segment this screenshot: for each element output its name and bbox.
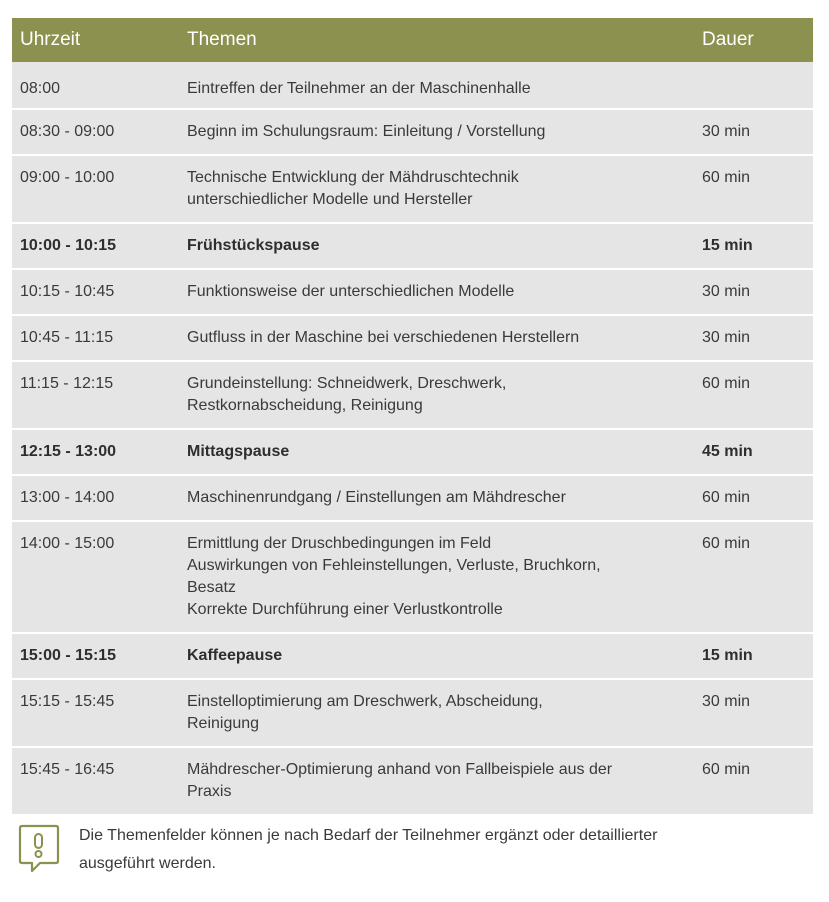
topic-line: Ermittlung der Druschbedingungen im Feld [187, 535, 492, 552]
schedule-row [12, 314, 813, 360]
schedule-row [12, 746, 813, 814]
topic-line: Reinigung [187, 715, 260, 732]
duration-cell: 30 min [694, 108, 813, 154]
topic-line: Technische Entwicklung der Mähdruschtechnik [187, 169, 519, 186]
topic-cell [179, 746, 694, 814]
schedule-row [12, 108, 813, 154]
time-cell: 10:00 - 10:15 [12, 222, 179, 268]
topic-cell [179, 520, 694, 632]
time-cell: 09:00 - 10:00 [12, 154, 179, 222]
topic-line: Eintreffen der Teilnehmer an der Maschinenhalle [187, 80, 531, 97]
duration-cell [694, 62, 813, 108]
schedule-table [12, 18, 813, 814]
topic-cell [179, 428, 694, 474]
topic-line: Grundeinstellung: Schneidwerk, Dreschwerk, [187, 375, 507, 392]
topic-cell [179, 62, 694, 108]
break-row [12, 428, 813, 474]
topic-line: Praxis [187, 783, 232, 800]
time-cell: 12:15 - 13:00 [12, 428, 179, 474]
topic-cell [179, 108, 694, 154]
topic-cell [179, 360, 694, 428]
topic-line: Auswirkungen von Fehleinstellungen, Verluste, Bruchkorn, [187, 557, 601, 574]
break-row [12, 632, 813, 678]
duration-cell: 45 min [694, 428, 813, 474]
duration-cell: 60 min [694, 746, 813, 814]
topic-line: Kaffeepause [187, 647, 283, 664]
topic-cell [179, 678, 694, 746]
topic-line: Funktionsweise der unterschiedlichen Modelle [187, 283, 515, 300]
schedule-body [12, 62, 813, 814]
duration-cell: 30 min [694, 678, 813, 746]
time-cell: 15:15 - 15:45 [12, 678, 179, 746]
topic-cell [179, 154, 694, 222]
topic-line: Frühstückspause [187, 237, 320, 254]
topic-line: Korrekte Durchführung einer Verlustkontrolle [187, 601, 503, 618]
header-time: Uhrzeit [12, 18, 179, 62]
note-text [79, 822, 779, 878]
note-line: ausgeführt werden. [79, 855, 216, 872]
duration-cell: 60 min [694, 154, 813, 222]
time-cell: 10:15 - 10:45 [12, 268, 179, 314]
topic-cell [179, 222, 694, 268]
time-cell: 14:00 - 15:00 [12, 520, 179, 632]
schedule-row [12, 678, 813, 746]
topic-line: Gutfluss in der Maschine bei verschiedenen Herstellern [187, 329, 580, 346]
duration-cell: 15 min [694, 632, 813, 678]
topic-cell [179, 268, 694, 314]
schedule-row [12, 154, 813, 222]
topic-line: Restkornabscheidung, Reinigung [187, 397, 423, 414]
duration-cell: 15 min [694, 222, 813, 268]
topic-cell [179, 632, 694, 678]
header-topic: Themen [179, 18, 694, 62]
duration-cell: 30 min [694, 314, 813, 360]
topic-line: Mähdrescher-Optimierung anhand von Fallbeispiele aus der [187, 761, 613, 778]
duration-cell: 60 min [694, 520, 813, 632]
time-cell: 15:00 - 15:15 [12, 632, 179, 678]
time-cell: 08:00 [12, 62, 179, 108]
time-cell: 13:00 - 14:00 [12, 474, 179, 520]
topic-line: Beginn im Schulungsraum: Einleitung / Vorstellung [187, 123, 546, 140]
duration-cell: 60 min [694, 474, 813, 520]
topic-line: Einstelloptimierung am Dreschwerk, Abscheidung, [187, 693, 543, 710]
schedule-row [12, 62, 813, 108]
schedule-row [12, 520, 813, 632]
time-cell: 10:45 - 11:15 [12, 314, 179, 360]
break-row [12, 222, 813, 268]
schedule-row [12, 360, 813, 428]
topic-line: Besatz [187, 579, 236, 596]
topic-cell [179, 474, 694, 520]
info-speech-bubble-icon [18, 824, 60, 874]
header-row [12, 18, 813, 62]
topic-line: unterschiedlicher Modelle und Hersteller [187, 191, 473, 208]
topic-cell [179, 314, 694, 360]
time-cell: 08:30 - 09:00 [12, 108, 179, 154]
time-cell: 11:15 - 12:15 [12, 360, 179, 428]
duration-cell: 60 min [694, 360, 813, 428]
duration-cell: 30 min [694, 268, 813, 314]
header-duration: Dauer [694, 18, 813, 62]
schedule-row [12, 474, 813, 520]
topic-line: Mittagspause [187, 443, 290, 460]
topic-line: Maschinenrundgang / Einstellungen am Mähdrescher [187, 489, 566, 506]
note-line: Die Themenfelder können je nach Bedarf der Teilnehmer ergänzt oder detaillierter [79, 827, 658, 844]
time-cell: 15:45 - 16:45 [12, 746, 179, 814]
schedule-row [12, 268, 813, 314]
